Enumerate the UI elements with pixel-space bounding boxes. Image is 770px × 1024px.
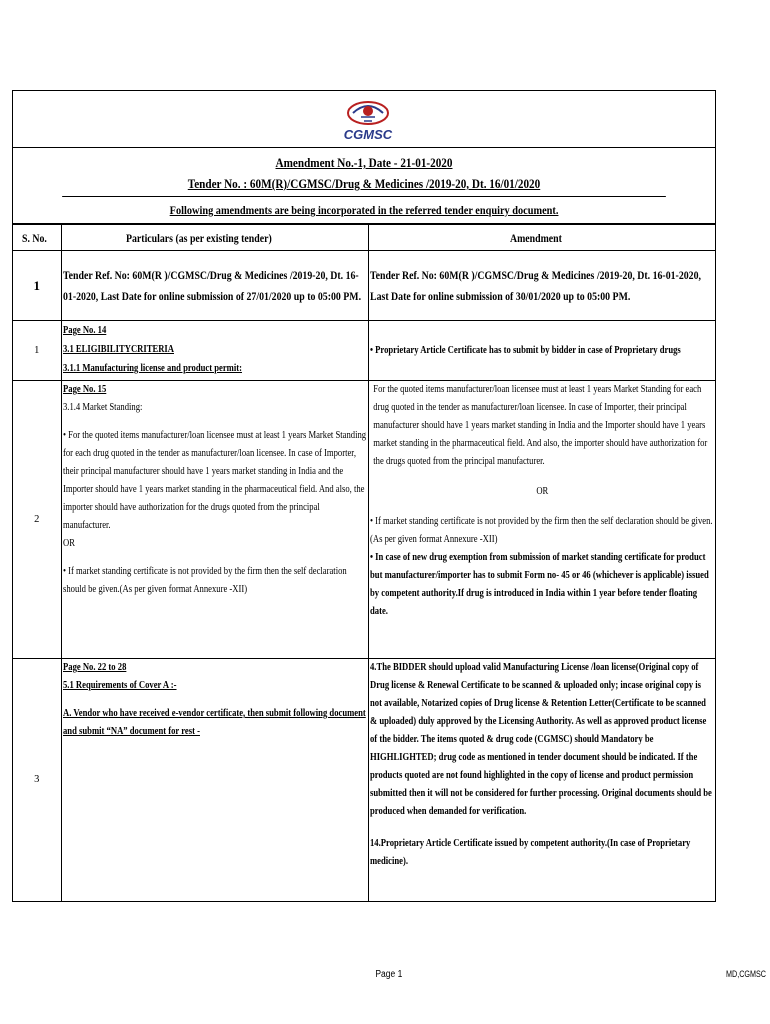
- row-particulars: [61, 659, 368, 902]
- row-sno: 1: [13, 321, 61, 381]
- row-sno: 3: [13, 659, 61, 902]
- table-row: [13, 381, 715, 659]
- row-amendment: [368, 659, 715, 902]
- row-sno: 2: [13, 381, 61, 659]
- particulars-or: OR: [62, 538, 75, 549]
- header-amendment: Amendment: [368, 225, 715, 251]
- amendment-document: [12, 90, 716, 902]
- particulars-text-1: • For the quoted items manufacturer/loan licensee must at least 1 years Market Standing for each drug quoted in the tender as manufacturer/loan licensee. In case of Importer, their principal manufacturer should have 1 years market standing in India and the Importer should have 1 years market standing in the pharmaceutical field. And also, the importer should have authorization for the drugs quoted from the principal manufacturer.: [62, 430, 366, 531]
- table-header: [13, 225, 715, 251]
- row-sno: 1: [13, 251, 61, 321]
- amendment-table: [13, 224, 715, 902]
- row-particulars: [61, 321, 368, 381]
- clause-ref: 3.1.4 Market Standing:: [62, 402, 142, 413]
- logo-text: CGMSC: [343, 127, 393, 142]
- title-block: [62, 148, 666, 197]
- page-number: Page 1: [375, 969, 403, 980]
- header-sno: S. No.: [13, 225, 61, 251]
- amendment-text-2: • If market standing certificate is not provided by the firm then the self declaration should be given.(As per given format Annexure -XII): [369, 516, 713, 545]
- row-particulars: Tender Ref. No: 60M(R )/CGMSC/Drug & Medicines /2019-20, Dt. 16-01-2020, Last Date for online submission of 27/01/2020 up to 05:00 PM.: [61, 251, 368, 321]
- particulars-text-1: A. Vendor who have received e-vendor certificate, then submit following document and submit “NA” document for rest -: [62, 708, 366, 737]
- amendment-text-1: For the quoted items manufacturer/loan licensee must at least 1 years Market Standing for each drug quoted in the tender as manufacturer/loan licensee. In case of Importer, their principal manufacturer should have 1 years market standing in India and the Importer should have 1 years market standing in the pharmaceutical field. And also, the importer should have authorization for the drugs quoted from the principal manufacturer.: [372, 384, 707, 467]
- amendment-title: Amendment No.-1, Date - 21-01-2020: [275, 155, 453, 170]
- table-row: [13, 251, 715, 321]
- amendment-note: Following amendments are being incorporated in the referred tender enquiry document.: [169, 203, 559, 217]
- amendment-text-1: 4.The BIDDER should upload valid Manufacturing License /loan license(Original copy of Drug license & Renewal Certificate to be scanned & uploaded only; incase original copy is not available, Notarized copies of Drug license & Retention Letter(Certificate to be scanned & uploaded) duly approved by the Licensing Authority. As well as approved product license of the bidder. The items quoted & drug code (CGMSC) should Mandatory be HIGHLIGHTED; drug code as mentioned in tender document should be indicated. If the products quoted are not found highlighted in the copy of license and product permission submitted then it will not be considered for further processing. Original documents should be produced when demanded for verification.: [369, 662, 712, 817]
- page-ref: Page No. 14: [62, 325, 106, 336]
- row-amendment: [368, 381, 715, 659]
- particulars-text-2: • If market standing certificate is not provided by the firm then the self declaration should be given.(As per given format Annexure -XII): [62, 566, 347, 595]
- clause-ref: 3.1 ELIGIBILITYCRITERIA: [62, 344, 174, 355]
- page-ref: Page No. 15: [62, 384, 106, 395]
- amendment-text-2: 14.Proprietary Article Certificate issued by competent authority.(In case of Proprietary medicine).: [369, 838, 690, 867]
- logo-row: [13, 91, 715, 148]
- footer-org: MD,CGMSC: [726, 969, 766, 979]
- row-amendment: • Proprietary Article Certificate has to submit by bidder in case of Proprietary drugs: [368, 321, 715, 381]
- header-particulars: Particulars (as per existing tender): [61, 225, 368, 251]
- page-ref: Page No. 22 to 28: [62, 662, 126, 673]
- tender-title: Tender No. : 60M(R)/CGMSC/Drug & Medicines /2019-20, Dt. 16/01/2020: [187, 176, 541, 191]
- amendment-text-3: • In case of new drug exemption from submission of market standing certificate for product but manufacturer/importer has to submit Form no- 45 or 46 (whichever is applicable) issued by competent authority.If drug is introduced in India within 1 year before tender floating date.: [369, 552, 709, 617]
- amendment-or: OR: [535, 486, 548, 497]
- table-row: [13, 321, 715, 381]
- row-amendment: Tender Ref. No: 60M(R )/CGMSC/Drug & Medicines /2019-20, Dt. 16-01-2020, Last Date for online submission of 30/01/2020 up to 05:00 PM.: [368, 251, 715, 321]
- cgmsc-logo: [315, 97, 421, 143]
- table-row: [13, 659, 715, 902]
- note-row: [13, 197, 715, 224]
- subclause-ref: 3.1.1 Manufacturing license and product permit:: [62, 363, 242, 374]
- row-particulars: [61, 381, 368, 659]
- clause-ref: 5.1 Requirements of Cover A :-: [62, 680, 177, 691]
